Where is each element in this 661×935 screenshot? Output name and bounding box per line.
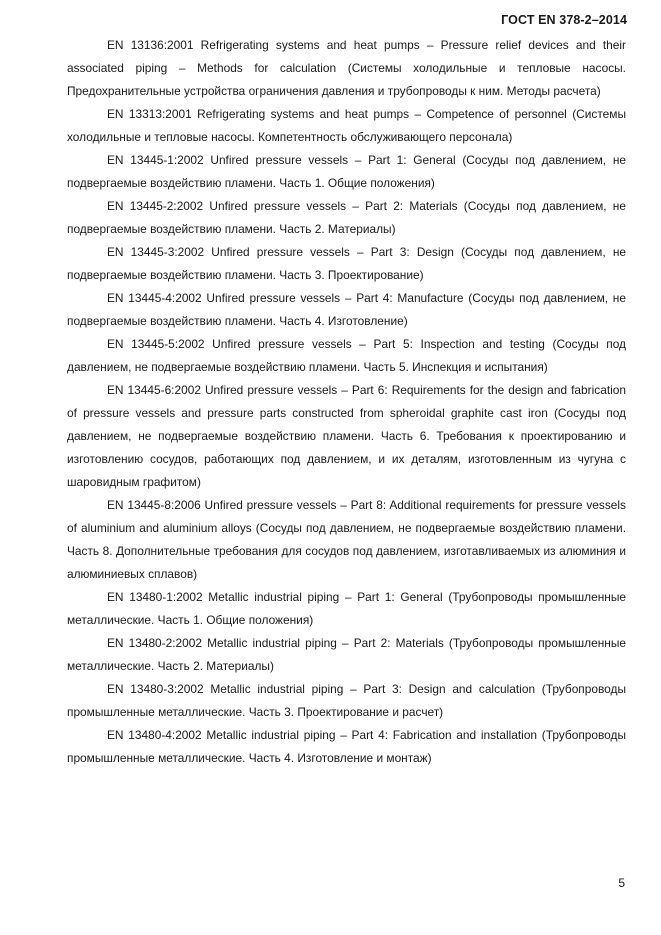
reference-entry: EN 13480-1:2002 Metallic industrial piping – Part 1: General (Трубопроводы промышленные металлические. Часть 1. Общие положения) — [67, 590, 626, 627]
reference-entry: EN 13445-5:2002 Unfired pressure vessels – Part 5: Inspection and testing (Сосуды под давлением, не подвергаемые воздействию пламени. Часть 5. Инспекция и испытания) — [67, 337, 626, 374]
reference-entry: EN 13480-2:2002 Metallic industrial piping – Part 2: Materials (Трубопроводы промышленные металлические. Часть 2. Материалы) — [67, 636, 626, 673]
reference-entry: EN 13136:2001 Refrigerating systems and heat pumps – Pressure relief devices and their associated piping – Methods for calculation (Системы холодильные и тепловые насосы. Предохранительные устройства ограничения давления и трубопроводы к ним. Методы расчета) — [67, 38, 626, 98]
reference-entry: EN 13313:2001 Refrigerating systems and heat pumps – Competence of personnel (Системы холодильные и тепловые насосы. Компетентность обслуживающего персонала) — [67, 107, 626, 144]
reference-entry: EN 13480-4:2002 Metallic industrial piping – Part 4: Fabrication and installation (Трубопроводы промышленные металлические. Часть 4. Изготовление и монтаж) — [67, 728, 626, 765]
document-id-header: ГОСТ EN 378-2–2014 — [501, 13, 627, 27]
reference-entry: EN 13445-1:2002 Unfired pressure vessels – Part 1: General (Сосуды под давлением, не подвергаемые воздействию пламени. Часть 1. Общие положения) — [67, 153, 626, 190]
reference-entry: EN 13445-6:2002 Unfired pressure vessels – Part 6: Requirements for the design and fabrication of pressure vessels and pressure parts constructed from spheroidal graphite cast iron (Сосуды под давлением, не подвергаемые воздействию пламени. Часть 6. Требования к проектированию и изготовлению сосудов, работающих под давлением, и их деталям, изготовленным из чугуна с шаровидным графитом) — [67, 383, 626, 489]
reference-entry: EN 13480-3:2002 Metallic industrial piping – Part 3: Design and calculation (Трубопроводы промышленные металлические. Часть 3. Проектирование и расчет) — [67, 682, 626, 719]
reference-entry: EN 13445-8:2006 Unfired pressure vessels – Part 8: Additional requirements for pressure vessels of aluminium and aluminium alloys (Сосуды под давлением, не подвергаемые воздействию пламени. Часть 8. Дополнительные требования для сосудов под давлением, изготавливаемых из алюминия и алюминиевых сплавов) — [67, 498, 626, 581]
reference-entry: EN 13445-2:2002 Unfired pressure vessels – Part 2: Materials (Сосуды под давлением, не подвергаемые воздействию пламени. Часть 2. Материалы) — [67, 199, 626, 236]
normative-references-list — [67, 34, 626, 770]
reference-entry: EN 13445-3:2002 Unfired pressure vessels – Part 3: Design (Сосуды под давлением, не подвергаемые воздействию пламени. Часть 3. Проектирование) — [67, 245, 626, 282]
reference-entry: EN 13445-4:2002 Unfired pressure vessels – Part 4: Manufacture (Сосуды под давлением, не подвергаемые воздействию пламени. Часть 4. Изготовление) — [67, 291, 626, 328]
page-number: 5 — [618, 876, 625, 890]
